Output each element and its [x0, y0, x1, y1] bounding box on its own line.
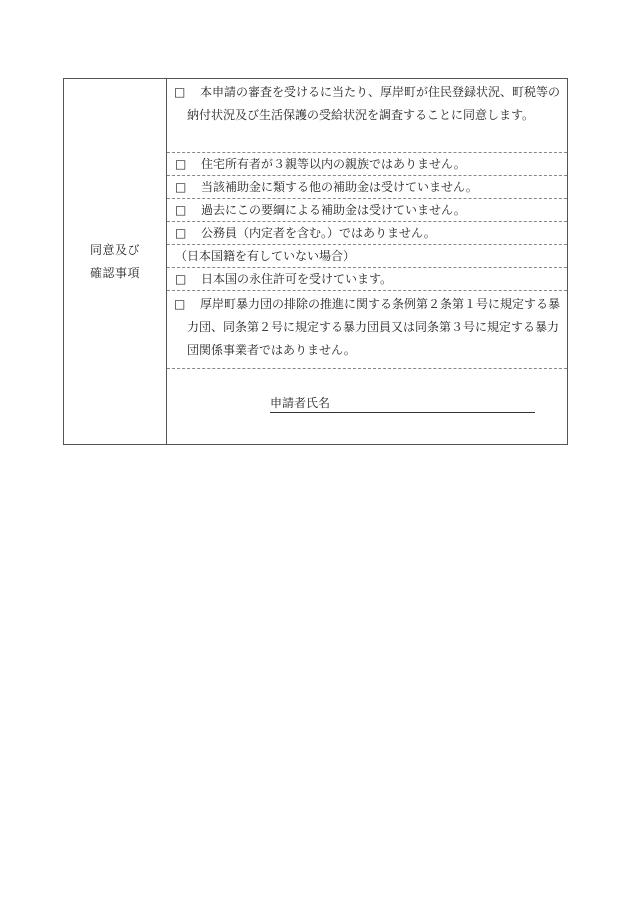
consent-item-antigang[interactable]	[167, 291, 567, 369]
consent-item-survey[interactable]	[167, 79, 567, 153]
consent-item-text: 住宅所有者が３親等以内の親族ではありません。	[201, 157, 466, 171]
checkbox-icon[interactable]: □	[175, 272, 187, 286]
consent-item-text: 日本国の永住許可を受けています。	[201, 272, 393, 286]
applicant-name-label: 申請者氏名	[270, 396, 331, 410]
consent-item-text: 本申請の審査を受けるに当たり、厚岸町が住民登録状況、町税等の納付状況及び生活保護の受給状況を調査することに同意します。	[187, 85, 561, 122]
consent-item-text: 過去にこの要綱による補助金は受けていません。	[201, 203, 466, 217]
checkbox-icon[interactable]: □	[175, 157, 187, 171]
checkbox-icon[interactable]: □	[175, 180, 187, 194]
checkbox-icon[interactable]: □	[174, 85, 186, 99]
checkbox-icon[interactable]: □	[174, 297, 186, 311]
consent-item-text: 公務員（内定者を含む。）ではありません。	[201, 226, 436, 240]
consent-item-permanent-residence[interactable]	[167, 268, 567, 291]
consent-items	[167, 79, 567, 444]
checkbox-icon[interactable]: □	[175, 203, 187, 217]
consent-label-cell	[64, 79, 167, 444]
consent-item-relative[interactable]	[167, 153, 567, 176]
consent-label-line2: 確認事項	[89, 265, 140, 280]
consent-table	[63, 78, 568, 445]
consent-item-other-subsidy[interactable]	[167, 176, 567, 199]
applicant-name-line[interactable]	[270, 412, 535, 413]
consent-item-past-subsidy[interactable]	[167, 199, 567, 222]
consent-label-line1: 同意及び	[89, 242, 140, 257]
consent-item-public-servant[interactable]	[167, 222, 567, 245]
consent-item-text: 厚岸町暴力団の排除の推進に関する条例第２条第１号に規定する暴力団、同条第２号に規定する暴力団員又は同条第３号に規定する暴力団関係事業者ではありません。	[187, 297, 561, 357]
checkbox-icon[interactable]: □	[175, 226, 187, 240]
consent-note-non-japanese	[167, 245, 567, 268]
signature-area	[167, 369, 567, 444]
consent-item-text: 当該補助金に類する他の補助金は受けていません。	[201, 180, 478, 194]
consent-note-text: （日本国籍を有していない場合）	[175, 249, 356, 263]
